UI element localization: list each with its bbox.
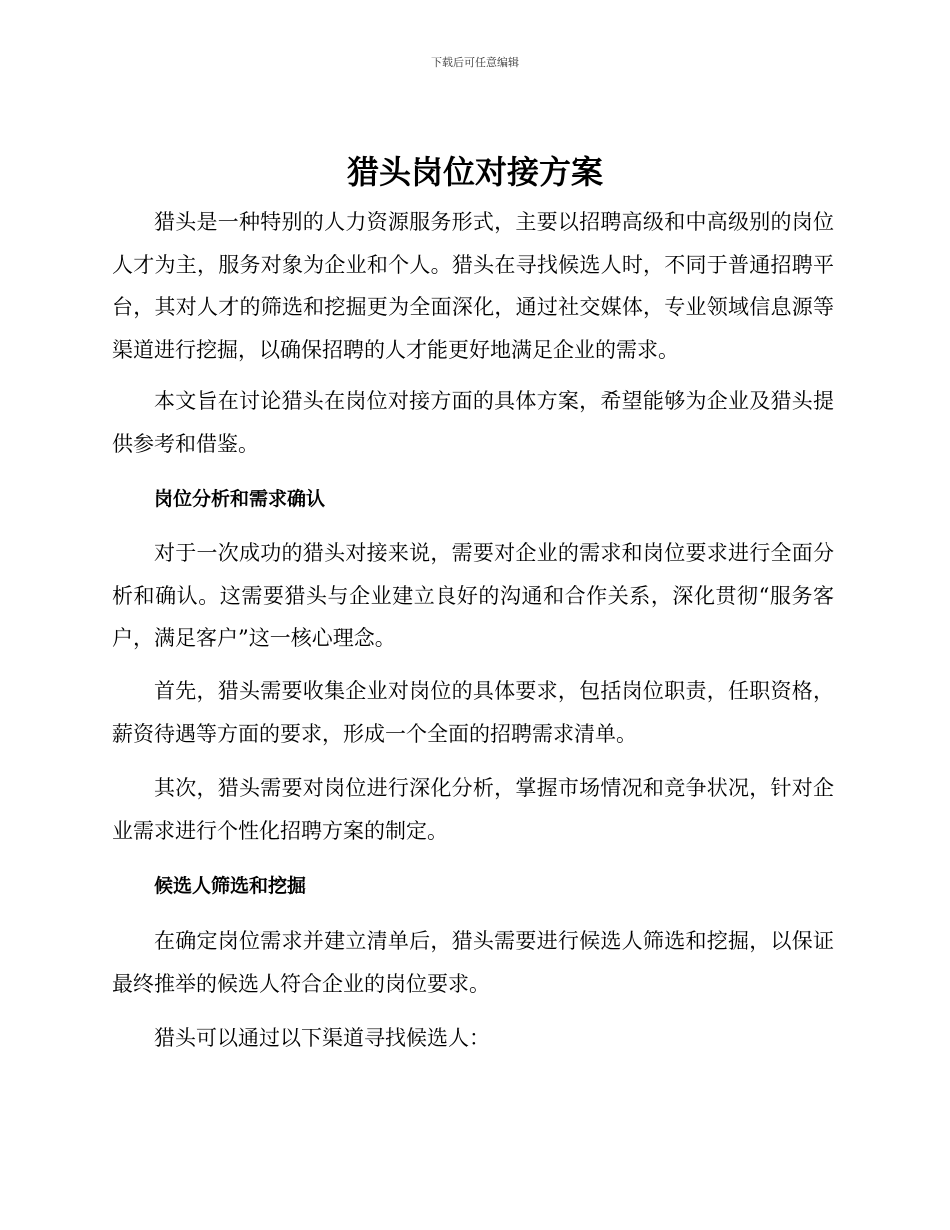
paragraph-text: 猎头可以通过以下渠道寻找候选人： [154, 1026, 490, 1050]
intro-paragraph [112, 201, 834, 371]
paragraph-text: 本文旨在讨论猎头在岗位对接方面的具体方案，希望能够为企业及猎头提供参考和借鉴。 [112, 389, 834, 456]
header-note: 下载后可任意编辑 [431, 56, 519, 69]
analysis-paragraph [112, 532, 834, 660]
paragraph-text: 在确定岗位需求并建立清单后，猎头需要进行候选人筛选和挖掘，以保证最终推举的候选人符合企业的岗位要求。 [112, 929, 834, 996]
section-heading-screening: 候选人筛选和挖掘 [154, 875, 307, 897]
second-step-paragraph [112, 767, 834, 852]
first-step-paragraph [112, 670, 834, 755]
document-title: 猎头岗位对接方案 [346, 153, 603, 191]
channels-paragraph [112, 1017, 834, 1060]
paragraph-text: 猎头是一种特别的人力资源服务形式，主要以招聘高级和中高级别的岗位人才为主，服务对象为企业和个人。猎头在寻找候选人时，不同于普通招聘平台，其对人才的筛选和挖掘更为全面深化，通过社交媒体，专业领域信息源等渠道进行挖掘，以确保招聘的人才能更好地满足企业的需求。 [112, 210, 834, 362]
paragraph-text: 其次，猎头需要对岗位进行深化分析，掌握市场情况和竞争状况，针对企业需求进行个性化招聘方案的制定。 [112, 776, 834, 843]
purpose-paragraph [112, 380, 834, 465]
paragraph-text: 首先，猎头需要收集企业对岗位的具体要求，包括岗位职责，任职资格，薪资待遇等方面的要求，形成一个全面的招聘需求清单。 [112, 679, 834, 746]
section-heading-analysis: 岗位分析和需求确认 [154, 488, 326, 510]
paragraph-text: 对于一次成功的猎头对接来说，需要对企业的需求和岗位要求进行全面分析和确认。这需要猎头与企业建立良好的沟通和合作关系，深化贯彻“服务客户，满足客户”这一核心理念。 [112, 541, 834, 650]
screening-paragraph [112, 920, 834, 1005]
